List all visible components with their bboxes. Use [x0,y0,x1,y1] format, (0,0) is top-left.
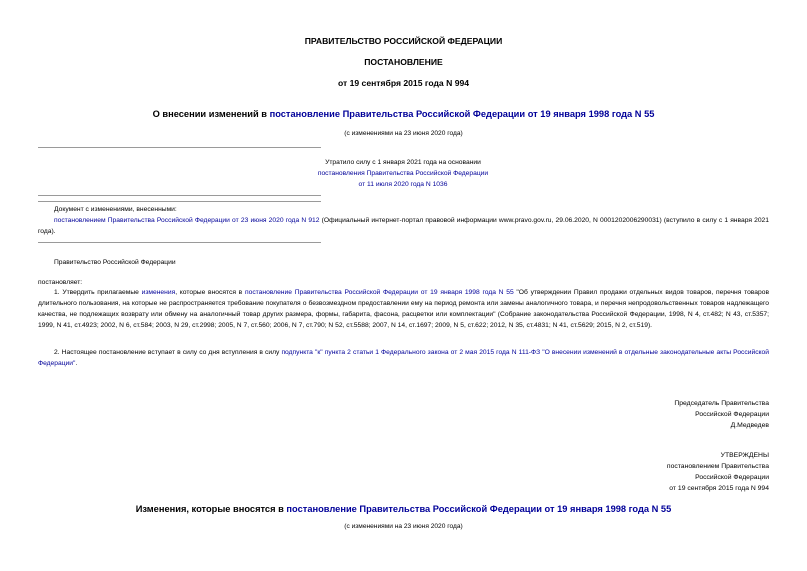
p1-rest: "Об утверждении Правил продажи отдельных видов товаров, перечня товаров длительного пользования, на которые не распространяется требование покупателя о безвозмездном предоставлении ему на период ремонта или замены аналогичного товара, и перечня непродовольственных товаров надлежащего качества, не подлежащих возврату или обмену на аналогичный товар других размера, формы, габарита, фасона, расцветки или комплектации" (Собрание законодательства Российской Федерации, 1998, N 4, ст.482; N 43, ст.5357; 1999, N 41, ст.4923; 2002, N 6, ст.584; 2003, N 29, ст.2998; 2005, N 7, ст.560; 2006, N 7, ст.790; N 52, ст.5588; 2007, N 14, ст.1697; 2009, N 5, ст.622; 2012, N 35, ст.4831; N 41, ст.5629; 2015, N 2, ст.519). [38,289,769,329]
signature-block [674,398,769,431]
changes-decree-link[interactable]: постановлением Правительства Российской Федерации от 23 июня 2020 года N 912 [54,217,320,224]
decrees-verb: постановляет: [38,279,83,286]
changes-note-label: Документ с изменениями, внесенными: [54,206,177,213]
expired-note [300,157,506,190]
government-heading: ПРАВИТЕЛЬСТВО РОССИЙСКОЙ ФЕДЕРАЦИИ [304,36,503,46]
divider [38,242,321,243]
divider [38,201,321,202]
document-title [0,109,807,119]
changes-note-text: (Официальный интернет-портал правовой информации www.pravo.gov.ru, 29.06.2020, N 0001202006290031) (вступило в силу с 1 января 2021 года). [38,217,769,235]
title-prefix: О внесении изменений в [152,109,270,119]
title-decree-link[interactable]: постановление Правительства Российской Федерации от 19 января 1998 года N 55 [269,109,655,119]
doc-type-heading: ПОСТАНОВЛЕНИЕ [364,57,443,67]
federal-law-link[interactable]: подпункта "к" пункта 2 статьи 1 Федерального закона от 2 мая 2015 года N 111-ФЗ "О внесении изменений в отдельные законодательные акты Российской Федерации" [38,349,769,367]
signature-name: Д.Медведев [730,422,769,429]
changes-title-decree-link[interactable]: постановление Правительства Российской Федерации от 19 января 1998 года N 55 [286,504,672,514]
p1-mid: , которые вносятся в [175,289,245,296]
p2-start: 2. Настоящее постановление вступает в силу со дня вступления в силу [54,349,282,356]
changes-title [0,504,807,514]
p2-end: . [75,360,78,367]
signature-org: Российской Федерации [695,411,769,418]
paragraph-1 [38,287,769,331]
p1-decree-link[interactable]: постановление Правительства Российской Федерации от 19 января 1998 года N 55 [244,289,514,296]
expired-line: Утратило силу с 1 января 2021 года на основании [325,159,481,166]
changes-title-prefix: Изменения, которые вносятся в [135,504,287,514]
expired-decree-date-link[interactable]: от 11 июля 2020 года N 1036 [358,181,448,188]
date-number: от 19 сентября 2015 года N 994 [337,78,470,88]
approved-line: Российской Федерации [695,474,769,481]
divider [38,147,321,148]
changes-link[interactable]: изменения [141,289,176,296]
approved-date: от 19 сентября 2015 года N 994 [669,485,769,492]
changes-note [38,204,769,237]
expired-decree-link[interactable]: постановления Правительства Российской Федерации [317,170,489,177]
title-amended: (с изменениями на 23 июня 2020 года) [344,130,463,137]
paragraph-2 [38,347,769,369]
signature-title: Председатель Правительства [674,400,769,407]
approved-block [667,450,769,494]
changes-title-amended: (с изменениями на 23 июня 2020 года) [344,523,463,530]
issuer: Правительство Российской Федерации [54,259,176,266]
approved-label: УТВЕРЖДЕНЫ [720,452,769,459]
p1-start: 1. Утвердить прилагаемые [54,289,142,296]
divider [38,195,321,196]
approved-line: постановлением Правительства [666,463,769,470]
